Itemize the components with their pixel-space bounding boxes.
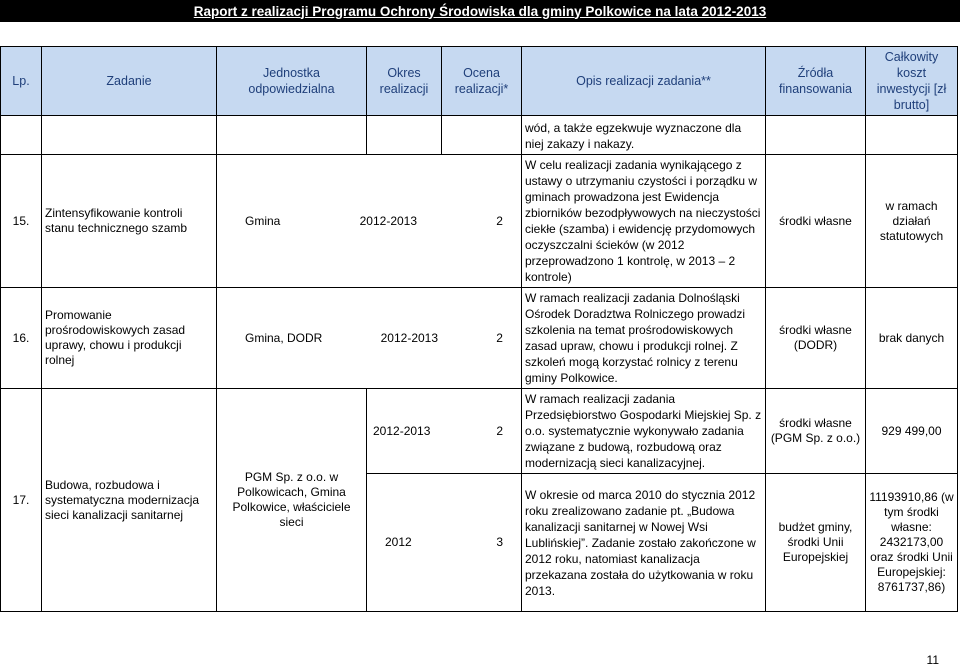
row-koszt: w ramach działań statutowych: [866, 155, 958, 288]
row-lp: 15.: [1, 155, 42, 288]
table-row: [1, 389, 958, 474]
table-row: [1, 155, 958, 288]
row-koszt: 11193910,86 (w tym środki własne: 2432173,00 oraz środki Unii Europejskiej: 8761737,86): [866, 474, 958, 612]
header-zrodla: Źródła finansowania: [766, 47, 866, 116]
header-zadanie: Zadanie: [42, 47, 217, 116]
row-lp: 17.: [1, 389, 42, 612]
continuation-text: wód, a także egzekwuje wyznaczone dla niej zakazy i nakazy.: [522, 116, 766, 155]
header-lp: Lp.: [1, 47, 42, 116]
row-ocena: 3: [496, 535, 503, 549]
row-ocena: 2: [496, 213, 503, 228]
row-zadanie: Zintensyfikowanie kontroli stanu technicznego szamb: [42, 155, 217, 288]
row-zrodla: środki własne (DODR): [766, 288, 866, 389]
row-period-rating: [367, 389, 522, 474]
row-unit-period-rating: [217, 155, 522, 288]
row-koszt: brak danych: [866, 288, 958, 389]
header-ocena: Ocena realizacji*: [442, 47, 522, 116]
row-jednostka: Gmina: [245, 213, 281, 228]
page-number: 11: [926, 653, 939, 667]
row-opis: W celu realizacji zadania wynikającego z ustawy o utrzymaniu czystości i porządku w gminach prowadzona jest Ewidencja zbiorników bezodpływowych na nieczystości ciekłe (szamba) i ewidencję przydomowych oczyszczalni ścieków (w 2012 przeprowadzono 1 kontrolę, w 2013 – 2 kontrole): [522, 155, 766, 288]
row-opis: W ramach realizacji zadania Dolnośląski Ośrodek Doradztwa Rolniczego prowadzi szkolenia na temat prośrodowiskowych zasad upraw, chowu i produkcji rolnej. Z szkoleń mogą korzystać rolnicy z terenu gminy Polkowice.: [522, 288, 766, 389]
report-table: [0, 46, 958, 612]
header-opis: Opis realizacji zadania**: [522, 47, 766, 116]
row-zrodla: środki własne: [766, 155, 866, 288]
header-row: [1, 47, 958, 116]
row-okres: 2012-2013: [373, 423, 431, 438]
row-okres: 2012-2013: [380, 330, 439, 345]
row-ocena: 2: [496, 330, 503, 345]
continuation-row: [1, 116, 958, 155]
row-okres: 2012-2013: [359, 213, 418, 228]
row-ocena: 2: [496, 423, 503, 438]
row-zadanie: Budowa, rozbudowa i systematyczna modernizacja sieci kanalizacji sanitarnej: [42, 389, 217, 612]
row-zrodla: budżet gminy, środki Unii Europejskiej: [766, 474, 866, 612]
row-jednostka: PGM Sp. z o.o. w Polkowicach, Gmina Polkowice, właściciele sieci: [217, 389, 367, 612]
header-jednostka: Jednostka odpowiedzialna: [217, 47, 367, 116]
row-zrodla: środki własne (PGM Sp. z o.o.): [766, 389, 866, 474]
row-period-rating: [367, 474, 522, 612]
row-opis: W okresie od marca 2010 do stycznia 2012 roku zrealizowano zadanie pt. „Budowa kanalizacji sanitarnej w Nowej Wsi Lublińskiej”. Zadanie zostało zakończone w 2012 roku, natomiast kanalizacja przekazana została do użytkowania w roku 2013.: [522, 474, 766, 612]
table-row: [1, 288, 958, 389]
header-okres: Okres realizacji: [367, 47, 442, 116]
document-title: Raport z realizacji Programu Ochrony Środowiska dla gminy Polkowice na lata 2012-2013: [0, 0, 960, 22]
header-koszt: Całkowity koszt inwestycji [zł brutto]: [866, 47, 958, 116]
row-koszt: 929 499,00: [866, 389, 958, 474]
row-jednostka: Gmina, DODR: [245, 330, 323, 345]
row-opis: W ramach realizacji zadania Przedsiębiorstwo Gospodarki Miejskiej Sp. z o.o. systematycznie wykonywało zadania związane z budową, rozbudową oraz modernizacją sieci kanalizacyjnej.: [522, 389, 766, 474]
row-okres: 2012: [385, 535, 412, 549]
row-unit-period-rating: [217, 288, 522, 389]
row-lp: 16.: [1, 288, 42, 389]
row-zadanie: Promowanie prośrodowiskowych zasad uprawy, chowu i produkcji rolnej: [42, 288, 217, 389]
